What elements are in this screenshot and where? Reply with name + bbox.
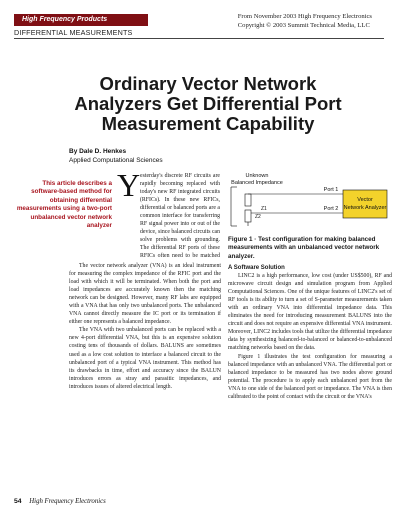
column-1-paragraph-3: The VNA with two unbalanced ports can be replaced with a new 4-port differential VNA, but this is an expensive solution costing tens of thousands of dollars. BALUNS are sometimes used as a low cost solution to interface a balanced circuit to the unbalanced port of a typical VNA instrument. This method has its drawbacks in time, effort and accuracy since the BALUN introduces errors as stray and parasitic impedances, and introduces issues of altered electrical length.: [69, 327, 221, 390]
column-1-top: [140, 172, 220, 260]
figure-1-diagram: [225, 170, 393, 230]
column-2-body: [228, 264, 392, 494]
column-1-body: [69, 262, 221, 492]
z2-label: Z2: [255, 214, 261, 220]
figure-label-top: Unknown: [245, 173, 269, 179]
author-name: By Dale D. Henkes: [69, 148, 127, 155]
author-affiliation: Applied Computational Sciences: [69, 156, 163, 164]
source-line-2: Copyright © 2003 Summit Technical Media, LLC: [237, 22, 370, 29]
vna-box: [343, 190, 387, 218]
column-1-paragraph-1: esterday's discrete RF circuits are rapidly becoming replaced with today's new RF integrated circuits (RFICs). In these new RFICs, differential or balanced ports are a common interface for transferring RF signal power into or out of the device, since balanced circuits can solve problems with grounding. The differential RF ports of these RFICs often need to be matched: [140, 173, 220, 260]
port1-label: Port 1: [323, 187, 339, 193]
byline: [69, 148, 163, 165]
product-badge: High Frequency Products: [14, 14, 148, 26]
drop-cap: Y: [117, 167, 141, 203]
source-note: [238, 12, 372, 30]
article-title: Ordinary Vector Network Analyzers Get Differential Port Measurement Capability: [74, 73, 342, 134]
figure-label-bottom: Balanced Impedance: [231, 180, 283, 186]
vna-label-2: Network Analyzer: [343, 205, 387, 211]
magazine-name: High Frequency Electronics: [29, 498, 106, 505]
z1-label: Z1: [261, 206, 267, 212]
port2-label: Port 2: [323, 206, 339, 212]
page-number: 54: [14, 498, 22, 505]
page-footer: [14, 498, 106, 505]
column-2-paragraph-1: LINC2 is a high performance, low cost (under US$500), RF and microwave circuit design and simulation program from Applied Computational Sciences. One of the unique features of LINC2's set of RF tools is its ability to turn a set of S-parameter measurements taken with an ordinary VNA into differential impedance data. This eliminates the need for introducing measurement BALUNS into the circuit and does not require an expensive differential VNA instrument. Moreover, LINC2 includes tools that utilize the differential impedance data by synthesizing balanced-to-balanced or balanced-to-unbalanced matching networks based on the data.: [228, 273, 392, 352]
source-line-1: From November 2003 High Frequency Electronics: [237, 13, 372, 20]
vna-label-1: Vector: [357, 197, 373, 203]
column-2-heading: A Software Solution: [228, 265, 285, 271]
section-label: DIFFERENTIAL MEASUREMENTS: [14, 28, 133, 37]
impedance-z1: [245, 194, 251, 206]
pull-quote: This article describes a software-based method for obtaining differential measurements using a two-port unbalanced vector network analyzer: [16, 180, 112, 230]
impedance-z2: [245, 210, 251, 222]
figure-1-caption: Figure 1 · Test configuration for making balanced measurements with an unbalanced vector network analyzer.: [228, 236, 380, 260]
column-2-paragraph-2: Figure 1 illustrates the test configuration for measuring a balanced impedance with an unbalanced VNA. The differential port or balanced impedance to be measured has two nodes above ground potential. The procedure is to apply each unbalanced port from the VNA to one side of the balanced port or impedance. The VNA is then calibrated to the point of contact with the circuit or the VNA's: [228, 353, 392, 400]
header-rule: [14, 38, 384, 39]
column-1-paragraph-2: The vector network analyzer (VNA) is an ideal instrument for measuring the complex impedance of the RFIC port and the load with which it will be terminated. When both the port and load impedances are accurately known then the matching network can be designed. However, many RF labs are equipped with a VNA that has only two unbalanced ports. The unbalanced VNA cannot directly measure the IC port or its termination if either one represents a balanced impedance.: [69, 263, 221, 326]
